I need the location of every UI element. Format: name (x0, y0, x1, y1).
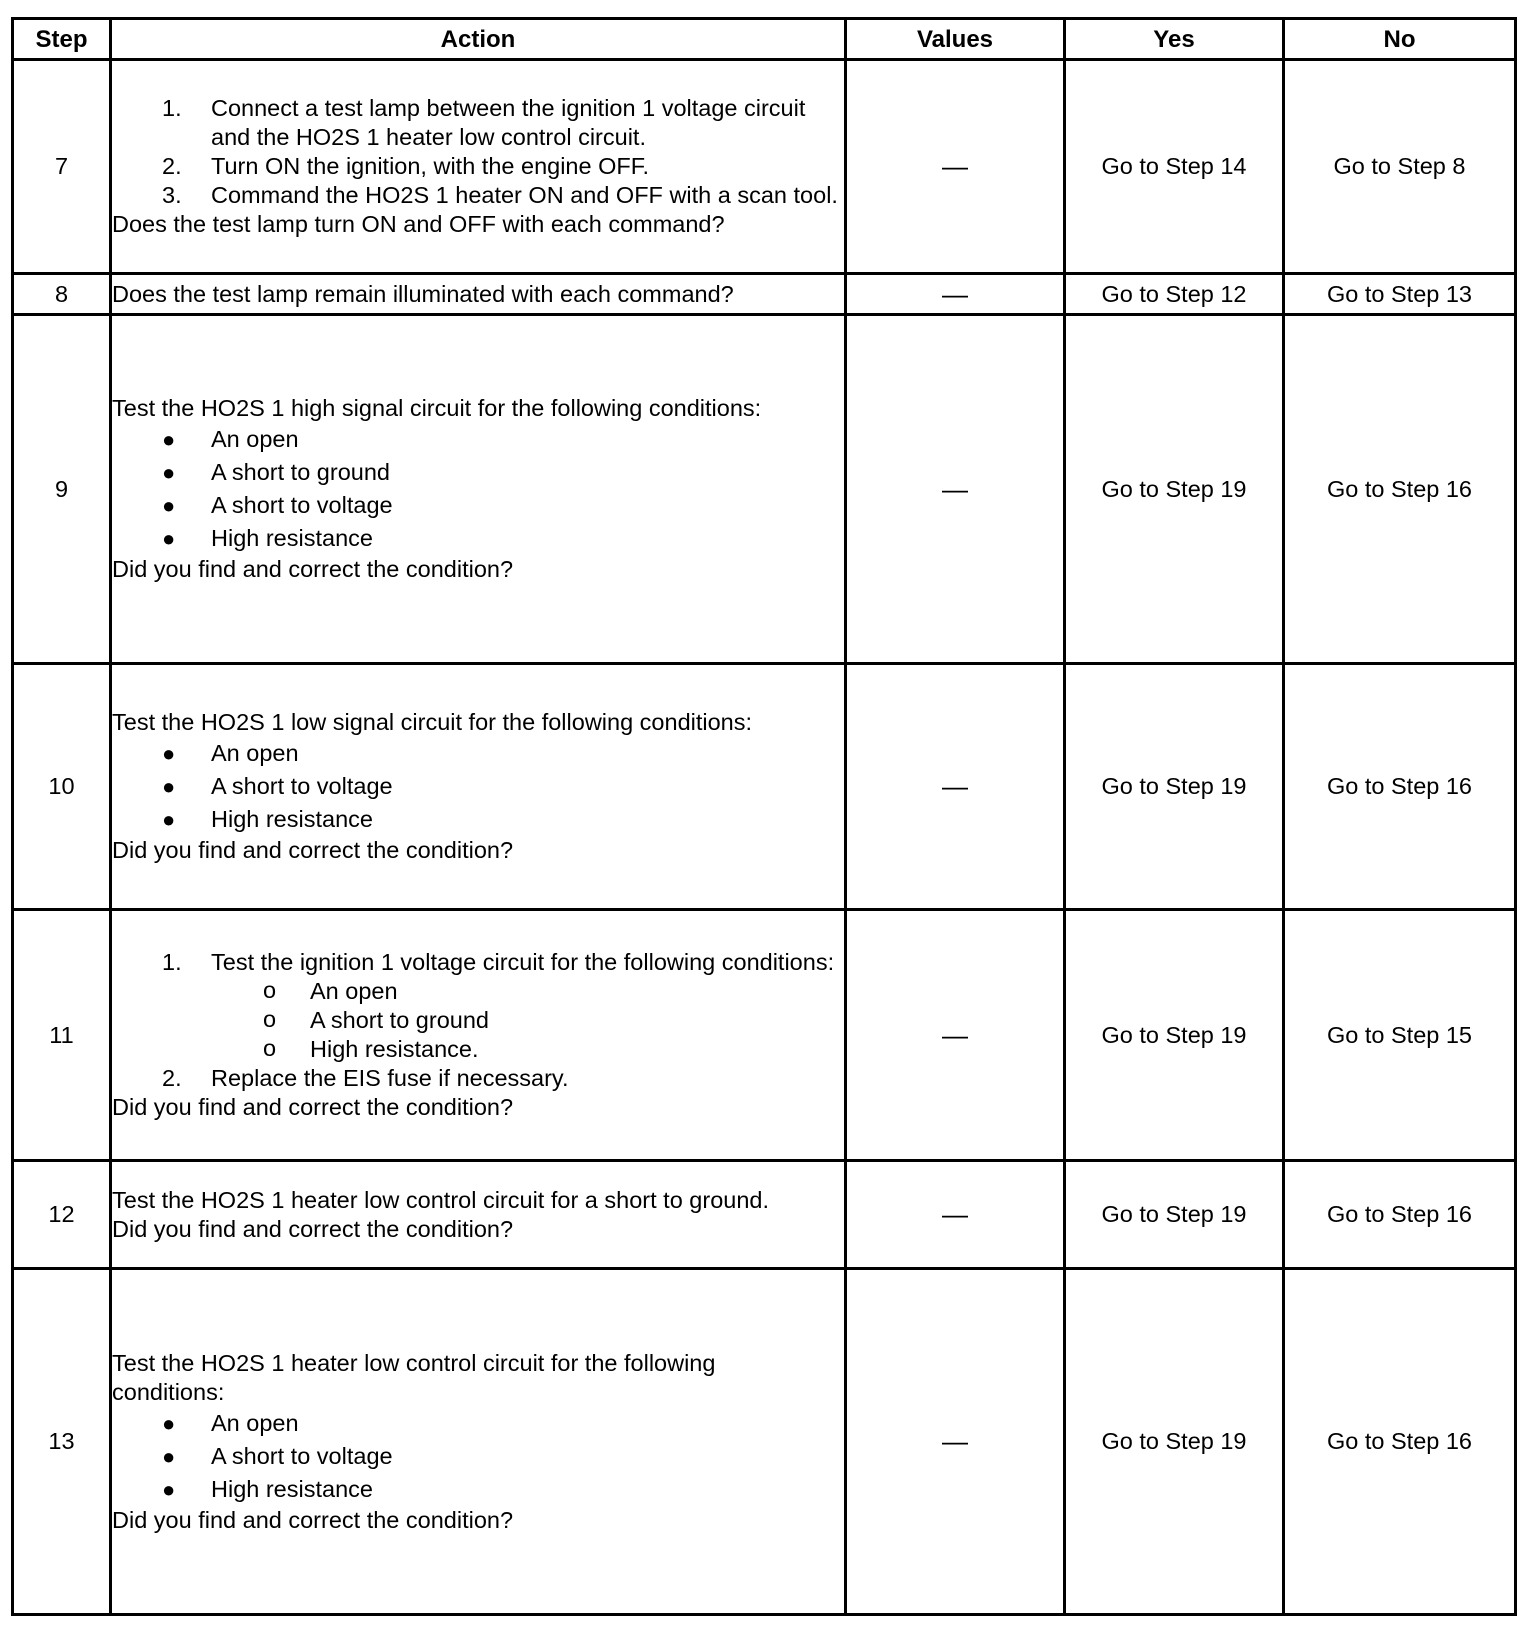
no-cell: Go to Step 15 (1284, 910, 1516, 1161)
value-cell: — (846, 910, 1065, 1161)
question: Did you find and correct the condition? (112, 556, 514, 582)
list-item: ● High resistance (162, 1475, 373, 1502)
bullet-list (112, 423, 844, 555)
list-item: 2. Turn ON the ignition, with the engine OFF. (162, 153, 650, 179)
numbered-list (112, 948, 844, 1093)
no-cell: Go to Step 16 (1284, 1269, 1516, 1615)
action-cell (111, 1269, 846, 1615)
yes-cell: Go to Step 19 (1065, 1161, 1284, 1269)
yes-cell: Go to Step 19 (1065, 664, 1284, 910)
yes-cell: Go to Step 19 (1065, 910, 1284, 1161)
no-cell: Go to Step 8 (1284, 60, 1516, 274)
action-cell (111, 1161, 846, 1269)
list-item: 1. Connect a test lamp between the ignition 1 voltage circuit and the HO2S 1 heater low control circuit. (162, 95, 806, 150)
header-action: Action (111, 19, 846, 60)
action-cell (111, 60, 846, 274)
table-row-step-11 (13, 910, 1516, 1161)
step-number: 8 (13, 274, 111, 315)
action-cell (111, 664, 846, 910)
yes-cell: Go to Step 14 (1065, 60, 1284, 274)
action-intro: Test the HO2S 1 low signal circuit for the following conditions: (112, 709, 753, 735)
step-number: 12 (13, 1161, 111, 1269)
list-item: ● A short to ground (162, 459, 390, 485)
yes-cell: Go to Step 19 (1065, 1269, 1284, 1615)
list-item: ● A short to voltage (162, 773, 393, 799)
step-number: 7 (13, 60, 111, 274)
header-no: No (1284, 19, 1516, 60)
question: Did you find and correct the condition? (112, 1094, 514, 1120)
no-cell: Go to Step 13 (1284, 274, 1516, 315)
diagnostic-table (11, 17, 1517, 1616)
sub-list (211, 977, 844, 1064)
step-number: 10 (13, 664, 111, 910)
action-cell (111, 910, 846, 1161)
list-item: ● A short to voltage (162, 492, 393, 518)
value-cell: — (846, 1161, 1065, 1269)
value-cell: — (846, 60, 1065, 274)
header-values: Values (846, 19, 1065, 60)
table-row-step-7 (13, 60, 1516, 274)
question: Did you find and correct the condition? (112, 837, 514, 863)
question: Does the test lamp turn ON and OFF with each command? (112, 211, 725, 237)
table-row-step-8 (13, 274, 1516, 315)
value-cell: — (846, 1269, 1065, 1615)
header-row (13, 19, 1516, 60)
action-cell (111, 274, 846, 315)
no-cell: Go to Step 16 (1284, 664, 1516, 910)
action-cell (111, 315, 846, 664)
list-item: ● High resistance (162, 806, 373, 832)
no-cell: Go to Step 16 (1284, 1161, 1516, 1269)
table-row-step-13 (13, 1269, 1516, 1615)
action-intro: Test the HO2S 1 high signal circuit for the following conditions: (112, 395, 762, 421)
header-step: Step (13, 19, 111, 60)
bullet-list (112, 737, 844, 836)
step-number: 9 (13, 315, 111, 664)
table-row-step-9 (13, 315, 1516, 664)
action-intro: Test the HO2S 1 heater low control circuit for a short to ground. (112, 1186, 770, 1213)
list-item: o An open (263, 977, 398, 1004)
bullet-list (112, 1407, 844, 1506)
list-item: 2. Replace the EIS fuse if necessary. (162, 1065, 569, 1091)
table-row-step-12 (13, 1161, 1516, 1269)
yes-cell: Go to Step 19 (1065, 315, 1284, 664)
step-number: 11 (13, 910, 111, 1161)
question: Did you find and correct the condition? (112, 1215, 514, 1242)
value-cell: — (846, 315, 1065, 664)
action-intro: Test the HO2S 1 heater low control circuit for the following conditions: (112, 1349, 716, 1405)
list-item: ● An open (162, 1409, 299, 1436)
numbered-list (112, 94, 844, 210)
question: Did you find and correct the condition? (112, 1506, 514, 1533)
yes-cell: Go to Step 12 (1065, 274, 1284, 315)
step-number: 13 (13, 1269, 111, 1615)
list-item: 3. Command the HO2S 1 heater ON and OFF with a scan tool. (162, 182, 838, 208)
value-cell: — (846, 274, 1065, 315)
list-item: 1. Test the ignition 1 voltage circuit for the following conditions: o An open o A short to ground o High resistance. (112, 948, 844, 1064)
list-item: ● An open (162, 740, 299, 766)
list-item: ● A short to voltage (162, 1442, 393, 1469)
list-item: o A short to ground (263, 1006, 489, 1033)
value-cell: — (846, 664, 1065, 910)
table-row-step-10 (13, 664, 1516, 910)
list-item: ● An open (162, 426, 299, 452)
no-cell: Go to Step 16 (1284, 315, 1516, 664)
list-item: ● High resistance (162, 525, 373, 551)
list-item: o High resistance. (263, 1035, 479, 1062)
question: Does the test lamp remain illuminated with each command? (112, 280, 734, 307)
header-yes: Yes (1065, 19, 1284, 60)
